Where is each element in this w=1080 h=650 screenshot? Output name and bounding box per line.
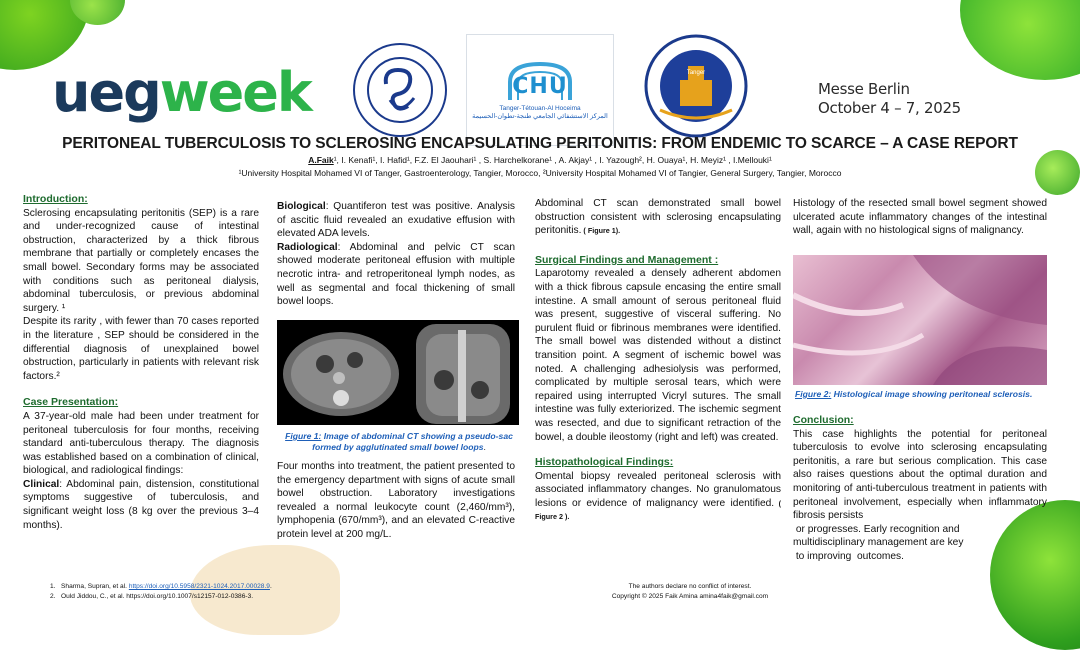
conclusion-line-2: or progresses. Early recognition and: [793, 523, 960, 535]
case-paragraph: A 37-year-old male had been under treatment for peritoneal tuberculosis for four months, receiving standard anti-tuberculous therapy. The diagnosis was established based on a combination of clinical, biological, and radiological findings:: [23, 410, 259, 477]
case-heading: Case Presentation:: [23, 396, 119, 409]
reference-1-text: Sharma, Supran, et al.: [61, 583, 129, 590]
biological-paragraph: [277, 200, 515, 241]
ct-figure-ref: ( Figure 1).: [581, 226, 621, 236]
faculty-logo-text: Tanger: [686, 70, 706, 76]
event-info: [818, 80, 961, 118]
event-dates: October 4 – 7, 2025: [818, 99, 961, 117]
reference-2: 2. Ould Jiddou, C., et al. https://doi.org/10.1007/s12157-012-0386-3.: [50, 593, 254, 600]
conclusion-block: [793, 414, 1047, 564]
figure2-label: Figure 2:: [795, 389, 832, 399]
clinical-paragraph: [23, 478, 259, 532]
intro-paragraph-1: Sclerosing encapsulating peritonitis (SEP) is a rare and under-recognized cause of intestinal obstruction, characterized by a thick fibrous membrane that partially or completely encases the small bowel. Secondary forms may be associated with conditions such as peritoneal dialysis, abdominal tuberculosis, or previous abdominal surgery. ¹: [23, 207, 259, 314]
radiological-text: : Abdominal and pelvic CT scan showed moderate peritoneal effusion with multiple necrotic intra- and retroperitoneal lymph nodes, as well as segmental and focal thickening of small bowel loops.: [277, 241, 515, 308]
histology-figure: [793, 255, 1047, 385]
hepato-gastro-service-logo: [350, 40, 450, 140]
figure2-caption: [795, 389, 1049, 400]
followup-paragraph: Four months into treatment, the patient presented to the emergency department with signs of acute small bowel obstruction. Laboratory investigations revealed a normal leukocyte count (2,460/mm³), lymphopenia (670/mm³), and an elevated C-reactive protein level at 200 mg/L.: [277, 461, 515, 540]
figure1-label: Figure 1:: [285, 431, 322, 441]
histo-heading: Histopathological Findings:: [535, 456, 674, 469]
intro-heading: Introduction:: [23, 193, 88, 205]
conclusion-line-4: to improving outcomes.: [793, 550, 904, 562]
authors-rest: ¹, I. Kenafi¹, I. Hafid¹, F.Z. El Jaouhari¹ , S. Harchelkorane¹ , A. Akjay¹ , I. Yazough², H. Ouaya¹, H. Meyiz¹ , I.Mellouki¹: [333, 155, 772, 165]
affiliations: ¹University Hospital Mohamed VI of Tanger, Gastroenterology, Tangier, Morocco, ²University Hospital Mohamed VI of Tangier, General Surgery, Tangier, Morocco: [238, 168, 842, 178]
ct-image-coronal: [408, 320, 518, 425]
ct-image-axial: [277, 320, 405, 425]
radiological-label: Radiological: [277, 241, 338, 253]
histo-paragraph: [535, 470, 781, 524]
authors-line: [0, 155, 1080, 165]
chu-logo: [466, 34, 614, 146]
radiological-paragraph: [277, 241, 515, 309]
figure1-caption-text: Image of abdominal CT showing a pseudo-sac formed by agglutinated small bowel loops: [312, 431, 513, 452]
followup-block: [277, 460, 515, 542]
ct-findings-text: Abdominal CT scan demonstrated small bowel obstruction consistent with sclerosing encapsulating peritonitis.: [535, 198, 781, 237]
biological-label: Biological: [277, 201, 326, 212]
conclusion-paragraph: This case highlights the potential for peritoneal tuberculosis to evolve into sclerosing encapsulating peritonitis, a rare but serious complication. This case also raises questions about the optimal duration and monitoring of anti-tuberculous treatment in patients with peritoneal involvement, especially when inflammatory fibrosis persists: [793, 428, 1047, 522]
column-case-findings: [277, 200, 515, 309]
histo-figure-ref: ( Figure 2 ).: [535, 498, 782, 522]
ueg-week-logo: [52, 61, 311, 124]
chu-logo-subtitle: Tanger-Tétouan-Al Hoceima: [499, 105, 581, 112]
figure2-caption-text: Histological image showing peritoneal sclerosis.: [831, 389, 1033, 399]
faculty-medicine-logo: [640, 30, 752, 142]
clinical-label: Clinical: [23, 478, 60, 490]
reference-1-end: .: [269, 583, 272, 590]
clinical-text: : Abdominal pain, distension, constitutional symptoms suggestive of tuberculosis, and significant weight loss (8 kg over the previous 3–4 months).: [23, 478, 259, 531]
resection-histology-paragraph: Histology of the resected small bowel segment showed ulcerated acute inflammatory changes of the intestinal wall, again with no histological signs of malignancy.: [793, 198, 1047, 237]
reference-1: 1. Sharma, Supran, et al. https://doi.org/10.5958/2321-1024.2017.00028.9.: [50, 583, 272, 590]
decor-blob-top-right: [960, 0, 1080, 80]
figure1-caption: [280, 431, 518, 453]
chu-logo-text: CHU: [512, 74, 568, 99]
poster-title: PERITONEAL TUBERCULOSIS TO SCLEROSING ENCAPSULATING PERITONITIS: FROM ENDEMIC TO SCARCE – A CASE REPORT: [62, 135, 1018, 152]
biological-text: : Quantiferon test was positive. Analysis of ascitic fluid revealed an exudative effusion with elevated ADA levels.: [277, 201, 515, 240]
column-introduction: [23, 193, 259, 532]
column-surgery: [535, 197, 781, 524]
event-location: Messe Berlin: [818, 80, 910, 98]
conclusion-line-3: multidisciplinary management are key: [793, 537, 964, 549]
conclusion-heading: Conclusion:: [793, 414, 854, 426]
ct-findings-paragraph: [535, 197, 781, 238]
brand-ueg: ueg: [52, 61, 160, 124]
references: [50, 582, 272, 602]
chu-logo-arabic: المركز الاستشفائي الجامعي طنجة-تطوان-الحسيمة: [472, 113, 608, 120]
copyright: Copyright © 2025 Faik Amina amina4faik@gmail.com: [611, 593, 769, 600]
conflict-statement: The authors declare no conflict of interest.: [628, 583, 752, 590]
ct-figure: [277, 320, 519, 425]
lead-author: A.Faik: [308, 155, 334, 165]
brand-week: week: [159, 61, 311, 124]
footer: [560, 582, 820, 602]
reference-1-link[interactable]: https://doi.org/10.5958/2321-1024.2017.00028.9: [128, 583, 270, 590]
figure1-caption-end: .: [483, 442, 486, 452]
histo-text: Omental biopsy revealed peritoneal sclerosis with associated inflammatory changes. No granulomatous lesions or evidence of malignancy were identified.: [535, 470, 781, 509]
reference-2-text: Ould Jiddou, C., et al. https://doi.org/10.1007/s12157-012-0386-3.: [61, 593, 254, 600]
surgery-heading: Surgical Findings and Management :: [535, 253, 719, 266]
column-conclusion: [793, 197, 1047, 238]
intro-paragraph-2: Despite its rarity , with fewer than 70 cases reported in the literature , SEP should be considered in the differential diagnosis of unexplained bowel obstruction, particularly in patients with relevant risk factors.²: [23, 316, 259, 382]
surgery-paragraph: Laparotomy revealed a densely adherent abdomen with a thick fibrous capsule encasing the entire small intestine. A small amount of serous peritoneal fluid was present, suggestive of visceral suffering. No purulent fluid or fibrinous membranes were identified. The small bowel was distended without a distinct transition point. A segment of ischemic bowel was noted. A challenging adhesiolysis was performed, complicated by multiple serosal tears, which were repaired using interrupted Vicryl sutures. The small intestine was fully exteriorized. The ischemic segment was resected, and due to significant retraction of the bowel, a double ileostomy (right and left) was created.: [535, 268, 781, 443]
